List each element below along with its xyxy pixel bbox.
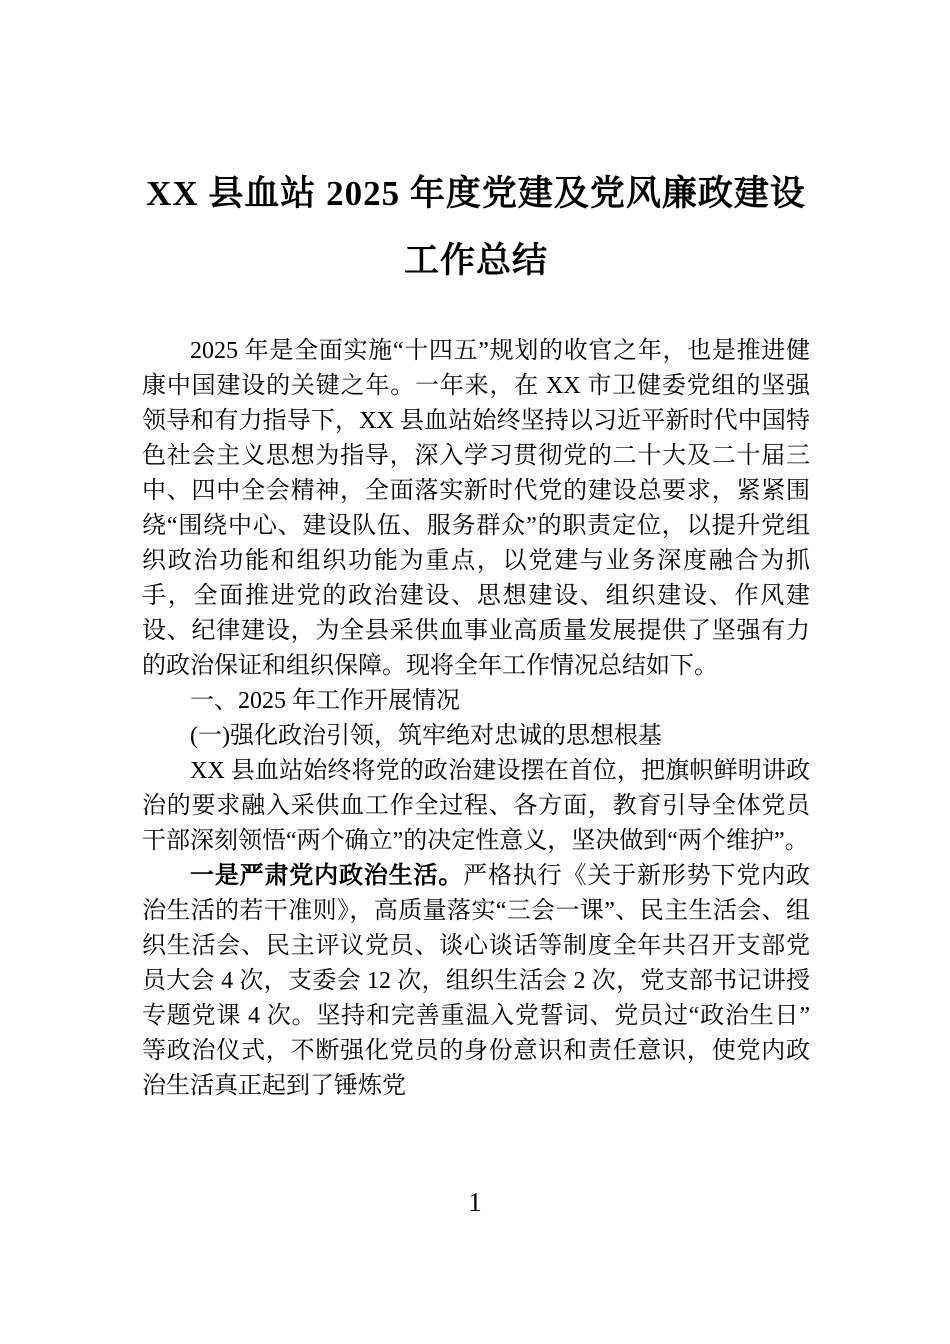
paragraph-party-political-life-text: 严格执行《关于新形势下党内政治生活的若干准则》，高质量落实“三会一课”、民主生活会、组织生活会、民主评议党员、谈心谈话等制度全年共召开支部党员大会 4 次，支委会 12 次，组织生活会 2 次，党支部书记讲授专题党课 4 次。坚持和完善重温入党誓词、党员过“政治生日”等政治仪式，不断强化党员的身份意识和责任意识，使党内政治生活真正起到了锤炼党: [142, 863, 811, 1099]
page-number: 1: [468, 1187, 482, 1217]
document-title: [142, 160, 810, 294]
bold-lead-party-political-life: 一是严肃党内政治生活。: [190, 863, 464, 889]
paragraph-political-building: XX 县血站始终将党的政治建设摆在首位，把旗帜鲜明讲政治的要求融入采供血工作全过程、各方面，教育引导全体党员干部深刻领悟“两个确立”的决定性意义，坚决做到“两个维护”。: [142, 758, 810, 854]
title-line-1: XX 县血站 2025 年度党建及党风廉政建设: [146, 174, 806, 213]
title-line-2: 工作总结: [403, 241, 548, 280]
paragraph-party-political-life: [142, 859, 810, 1104]
section-heading-work-overview: 一、2025 年工作开展情况: [190, 688, 460, 714]
document-content: [142, 160, 810, 1104]
paragraph-introduction: 2025 年是全面实施“十四五”规划的收官之年，也是推进健康中国建设的关键之年。一年来，在 XX 市卫健委党组的坚强领导和有力指导下，XX 县血站始终坚持以习近平新时代中国特色社会主义思想为指导，深入学习贯彻党的二十大及二十届三中、四中全会精神，全面落实新时代党的建设总要求，紧紧围绕“围绕中心、建设队伍、服务群众”的职责定位，以提升党组织政治功能和组织功能为重点，以党建与业务深度融合为抓手，全面推进党的政治建设、思想建设、组织建设、作风建设、纪律建设，为全县采供血事业高质量发展提供了坚强有力的政治保证和组织保障。现将全年工作情况总结如下。: [142, 338, 810, 679]
subsection-heading-political-leadership: (一)强化政治引领，筑牢绝对忠诚的思想根基: [190, 723, 662, 749]
